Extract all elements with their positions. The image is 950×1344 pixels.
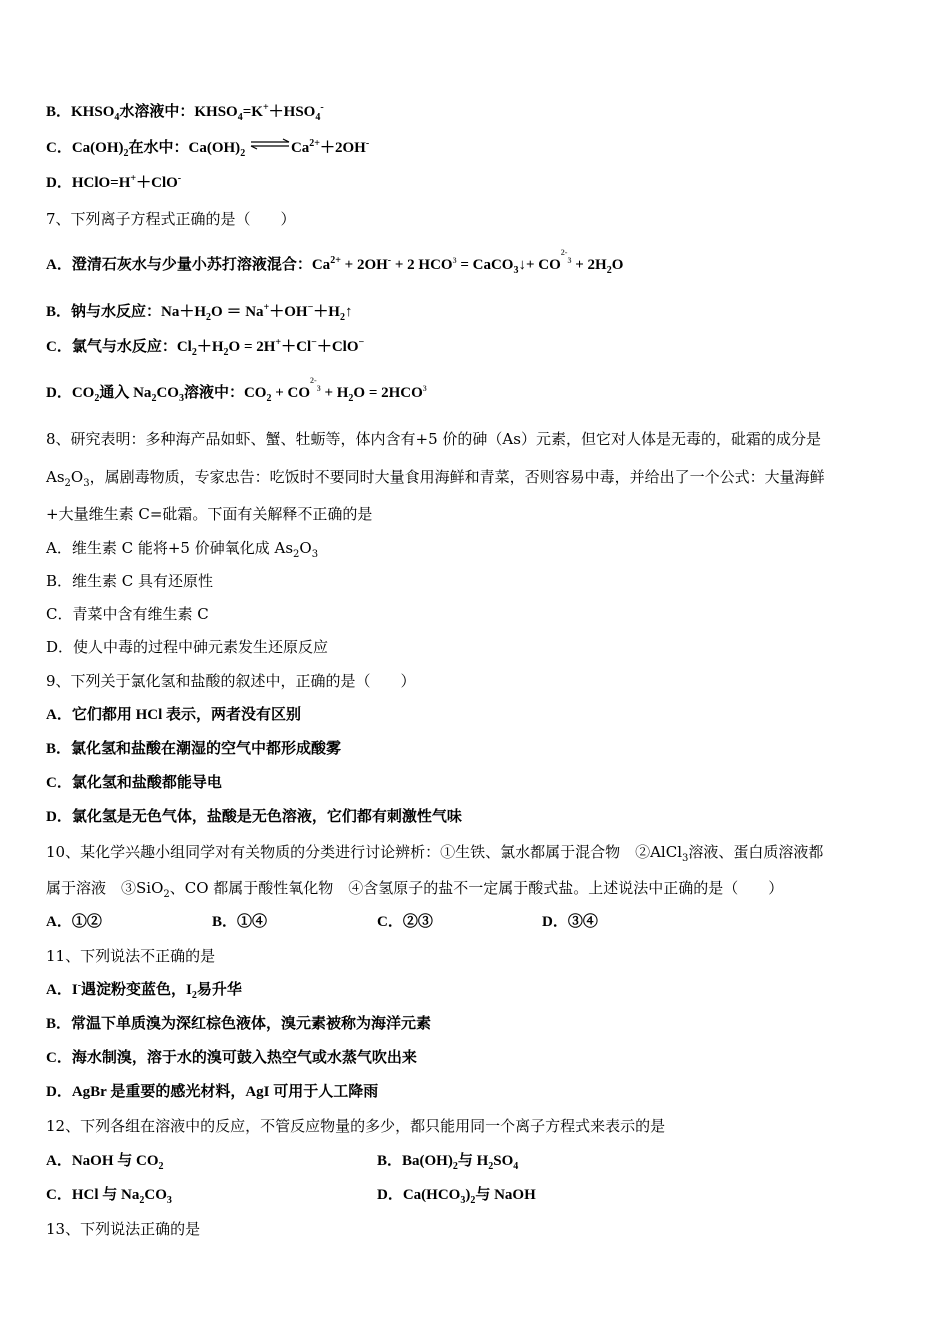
q10-option-c: C．②③ <box>377 914 433 930</box>
q9-option-a: A．它们都用 HCl 表示，两者没有区别 <box>46 707 302 723</box>
question-12: 12、下列各组在溶液中的反应，不管反应物量的多少，都只能用同一个离子方程式来表示的是 <box>46 1117 666 1135</box>
question-10-line-1: 10、某化学兴趣小组同学对有关物质的分类进行讨论辨析：①生铁、氯水都属于混合物 ②AlCl$_3$溶液、蛋白质溶液都 <box>46 843 824 864</box>
q7-option-d: D．$CO_2$通入 $Na_2CO_3$溶液中：$CO_2 + CO^{2-3} + H_2O = 2HCO^3$ <box>46 376 427 404</box>
question-13: 13、下列说法正确的是 <box>46 1220 201 1238</box>
question-8-line-2: $As_2O_3$，属剧毒物质，专家忠告：吃饭时不要同时大量食用海鲜和青菜，否则容易中毒，并给出了一个公式：大量海鲜 <box>46 468 825 489</box>
q12-option-d: D．$Ca(HCO_3)_2$与 NaOH <box>377 1187 536 1206</box>
option-d-hclo: D．HClO=H+＋ClO- <box>46 173 182 191</box>
q7-option-c: C．氯气与水反应：$Cl_2+H_2O = 2H^++Cl^-+ClO^-$ <box>46 337 365 358</box>
option-b-khso4: B．$KHSO_4$水溶液中：$KHSO_4=K^++HSO_4^-$ <box>46 102 324 123</box>
question-10-line-2: 属于溶液 ③SiO$_2$、CO 都属于酸性氧化物 ④含氢原子的盐不一定属于酸式盐。上述说法中正确的是（ ） <box>46 879 784 900</box>
q7-option-b: B．钠与水反应：$Na+H_2O$ ＝ $Na^++OH^-+H_2↑$ <box>46 302 353 323</box>
q11-option-b: B．常温下单质溴为深红棕色液体，溴元素被称为海洋元素 <box>46 1016 432 1032</box>
q10-option-d: D．③④ <box>542 914 598 930</box>
question-11: 11、下列说法不正确的是 <box>46 947 216 965</box>
q12-option-c: C．HCl 与 $Na_2CO_3$ <box>46 1187 172 1206</box>
question-9: 9、下列关于氯化氢和盐酸的叙述中，正确的是（ ） <box>46 672 416 690</box>
q11-option-d: D．AgBr 是重要的感光材料，AgI 可用于人工降雨 <box>46 1084 379 1100</box>
q11-option-a: A．I-遇淀粉变蓝色，$I_2$易升华 <box>46 980 242 1001</box>
q10-option-a: A．①② <box>46 914 102 930</box>
q8-option-a: A．维生素 C 能将+5 价砷氧化成 $As_2O_3$ <box>46 539 319 560</box>
question-7: 7、下列离子方程式正确的是（ ） <box>46 210 296 228</box>
question-8-line-3: +大量维生素 C=砒霜。下面有关解释不正确的是 <box>46 505 373 523</box>
question-8-line-1: 8、研究表明：多种海产品如虾、蟹、牡蛎等，体内含有+5 价的砷（As）元素，但它对人体是无毒的，砒霜的成分是 <box>46 430 821 448</box>
q9-option-d: D．氯化氢是无色气体，盐酸是无色溶液，它们都有刺激性气味 <box>46 809 462 825</box>
option-c-caoh2: C．$Ca(OH)_2$在水中：$Ca(OH)_2$ $Ca^{2+}+2OH^-$ <box>46 138 370 159</box>
q12-option-b: B．$Ba(OH)_2$与 $H_2SO_4$ <box>377 1153 519 1172</box>
q9-option-c: C．氯化氢和盐酸都能导电 <box>46 775 222 791</box>
q7-option-a: A．澄清石灰水与少量小苏打溶液混合：$Ca^{2+} + 2OH^- + 2$ $HCO^3$ = CaCO$_3$↓+ $CO^{2-3} + 2H_2O$ <box>46 248 624 276</box>
q12-option-a: A．NaOH 与 $CO_2$ <box>46 1153 164 1172</box>
q8-option-d: D．使人中毒的过程中砷元素发生还原反应 <box>46 638 329 656</box>
q8-option-c: C．青菜中含有维生素 C <box>46 605 209 623</box>
q10-option-b: B．①④ <box>212 914 268 930</box>
equilibrium-arrow-icon <box>249 138 291 150</box>
q11-option-c: C．海水制溴，溶于水的溴可鼓入热空气或水蒸气吹出来 <box>46 1050 417 1066</box>
q8-option-b: B．维生素 C 具有还原性 <box>46 572 214 590</box>
q9-option-b: B．氯化氢和盐酸在潮湿的空气中都形成酸雾 <box>46 741 342 757</box>
